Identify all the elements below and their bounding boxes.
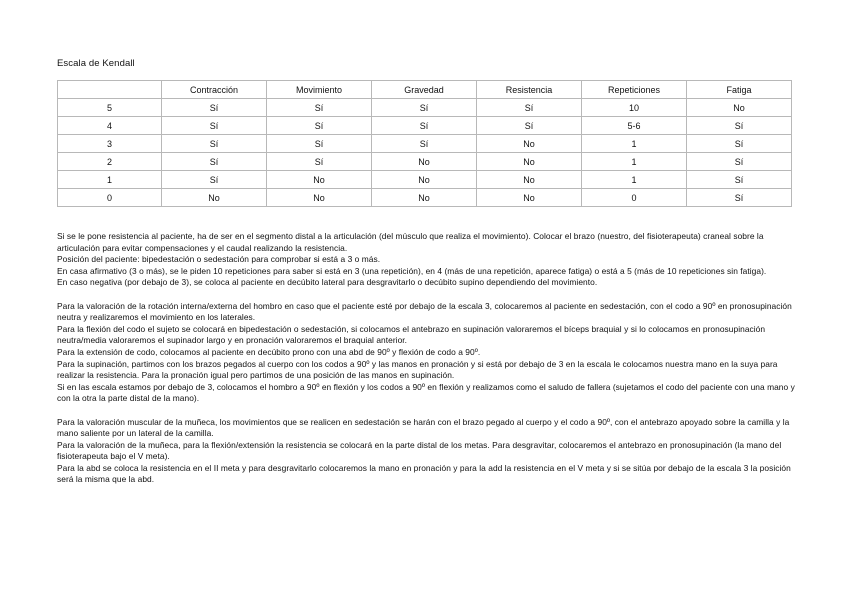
paragraph: Para la extensión de codo, colocamos al paciente en decúbito prono con una abd de 90º y flexión de codo a 90º. bbox=[57, 346, 481, 357]
table-cell: 0 bbox=[58, 189, 162, 207]
table-cell: Sí bbox=[162, 99, 267, 117]
table-cell: No bbox=[477, 171, 582, 189]
table-cell: 2 bbox=[58, 153, 162, 171]
table-cell: No bbox=[372, 171, 477, 189]
table-row bbox=[58, 189, 792, 207]
table-row bbox=[58, 135, 792, 153]
table-cell: No bbox=[267, 189, 372, 207]
table-cell: No bbox=[477, 189, 582, 207]
table-row bbox=[58, 117, 792, 135]
table-cell: No bbox=[477, 153, 582, 171]
table-cell: 1 bbox=[58, 171, 162, 189]
table-cell: 3 bbox=[58, 135, 162, 153]
table-cell: Sí bbox=[687, 153, 792, 171]
table-cell: 1 bbox=[582, 135, 687, 153]
header-movimiento: Movimiento bbox=[267, 81, 372, 99]
table-cell: Sí bbox=[267, 135, 372, 153]
table-cell: Sí bbox=[687, 171, 792, 189]
paragraph: En casa afirmativo (3 o más), se le piden 10 repeticiones para saber si está en 3 (una repetición), en 4 (más de una repetición, aparece fatiga) o está a 5 (más de 10 repeticiones sin fatiga). bbox=[57, 265, 767, 276]
paragraph-gap bbox=[57, 405, 797, 417]
paragraph-gap bbox=[57, 289, 797, 301]
table-cell: Sí bbox=[162, 171, 267, 189]
paragraph: Posición del paciente: bipedestación o sedestación para comprobar si está a 3 o más. bbox=[57, 254, 381, 265]
paragraph: Para la valoración de la muñeca, para la flexión/extensión la resistencia se colocará en la parte distal de los metas. Para desgravitar, colocaremos el antebrazo en pronosupinación (la mano del fisioterapeuta bajo el V meta). bbox=[57, 439, 782, 462]
table-cell: No bbox=[477, 135, 582, 153]
table-cell: Sí bbox=[162, 135, 267, 153]
table-row bbox=[58, 171, 792, 189]
table-cell: No bbox=[687, 99, 792, 117]
header-repeticiones: Repeticiones bbox=[582, 81, 687, 99]
table-cell: 5-6 bbox=[582, 117, 687, 135]
table-cell: Sí bbox=[267, 99, 372, 117]
table-cell: Sí bbox=[687, 189, 792, 207]
header-resistencia: Resistencia bbox=[477, 81, 582, 99]
table-cell: No bbox=[372, 189, 477, 207]
kendall-scale-table bbox=[57, 80, 792, 207]
table-cell: 0 bbox=[582, 189, 687, 207]
header-contraccion: Contracción bbox=[162, 81, 267, 99]
table-cell: Sí bbox=[477, 99, 582, 117]
table-cell: Sí bbox=[162, 153, 267, 171]
table-cell: Sí bbox=[687, 135, 792, 153]
table-cell: No bbox=[267, 171, 372, 189]
paragraph: En caso negativa (por debajo de 3), se coloca al paciente en decúbito lateral para desgravitarlo o decúbito supino dependiendo del movimiento. bbox=[57, 277, 598, 288]
document-title: Escala de Kendall bbox=[57, 58, 135, 69]
table-cell: Sí bbox=[477, 117, 582, 135]
paragraph: Para la abd se coloca la resistencia en el II meta y para desgravitarlo colocaremos la mano en pronación y para la add la resistencia en el V meta y si se sitúa por debajo de la escala 3 la posición será la misma que la abd. bbox=[57, 462, 791, 485]
table-cell: 10 bbox=[582, 99, 687, 117]
table-cell: Sí bbox=[687, 117, 792, 135]
table-header-row bbox=[58, 81, 792, 99]
paragraph: Para la valoración de la rotación interna/externa del hombro en caso que el paciente esté por debajo de la escala 3, colocaremos al paciente en sedestación, con el codo a 90º en pronosupinación neutra y realizaremos el movimiento en los laterales. bbox=[57, 300, 792, 323]
table-cell: No bbox=[372, 153, 477, 171]
header-grade bbox=[58, 81, 162, 99]
table-cell: 4 bbox=[58, 117, 162, 135]
table-cell: 1 bbox=[582, 171, 687, 189]
paragraph: Para la valoración muscular de la muñeca, los movimientos que se realicen en sedestación se harán con el brazo pegado al cuerpo y el codo a 90º, con el antebrazo apoyado sobre la camilla y la mano saliente por un lateral de la camilla. bbox=[57, 416, 790, 439]
table-cell: Sí bbox=[162, 117, 267, 135]
table-row bbox=[58, 99, 792, 117]
table-cell: Sí bbox=[372, 117, 477, 135]
table-row bbox=[58, 153, 792, 171]
paragraph: Para la flexión del codo el sujeto se colocará en bipedestación o sedestación, si colocamos el antebrazo en supinación valoraremos el bíceps braquial y si lo colocamos en pronosupinación neutra/media valoraremos el supinador largo y en pronación valoraremos el braquial anterior. bbox=[57, 323, 766, 346]
paragraph: Para la supinación, partimos con los brazos pegados al cuerpo con los codos a 90º y las manos en pronación y si está por debajo de 3 en la escala le colocamos nuestra mano en la suya para realizar la resistencia. Para la pronación igual pero partimos de una posición de las manos en supinación. bbox=[57, 358, 778, 381]
table-cell: 5 bbox=[58, 99, 162, 117]
body-text bbox=[57, 231, 797, 486]
table-cell: Sí bbox=[267, 153, 372, 171]
paragraph: Si en las escala estamos por debajo de 3, colocamos el hombro a 90º en flexión y los codos a 90º en flexión y realizamos como el saludo de fallera (sujetamos el codo del paciente con una mano y con la otra la parte distal de la mano). bbox=[57, 381, 795, 404]
table-cell: No bbox=[162, 189, 267, 207]
table-cell: Sí bbox=[372, 135, 477, 153]
header-fatiga: Fatiga bbox=[687, 81, 792, 99]
table-cell: Sí bbox=[267, 117, 372, 135]
table-cell: 1 bbox=[582, 153, 687, 171]
paragraph: Si se le pone resistencia al paciente, ha de ser en el segmento distal a la articulación (del músculo que realiza el movimiento). Colocar el brazo (nuestro, del fisioterapeuta) craneal sobre la articulación para evitar compensaciones y el caudal realizando la resistencia. bbox=[57, 231, 764, 253]
table-cell: Sí bbox=[372, 99, 477, 117]
header-gravedad: Gravedad bbox=[372, 81, 477, 99]
